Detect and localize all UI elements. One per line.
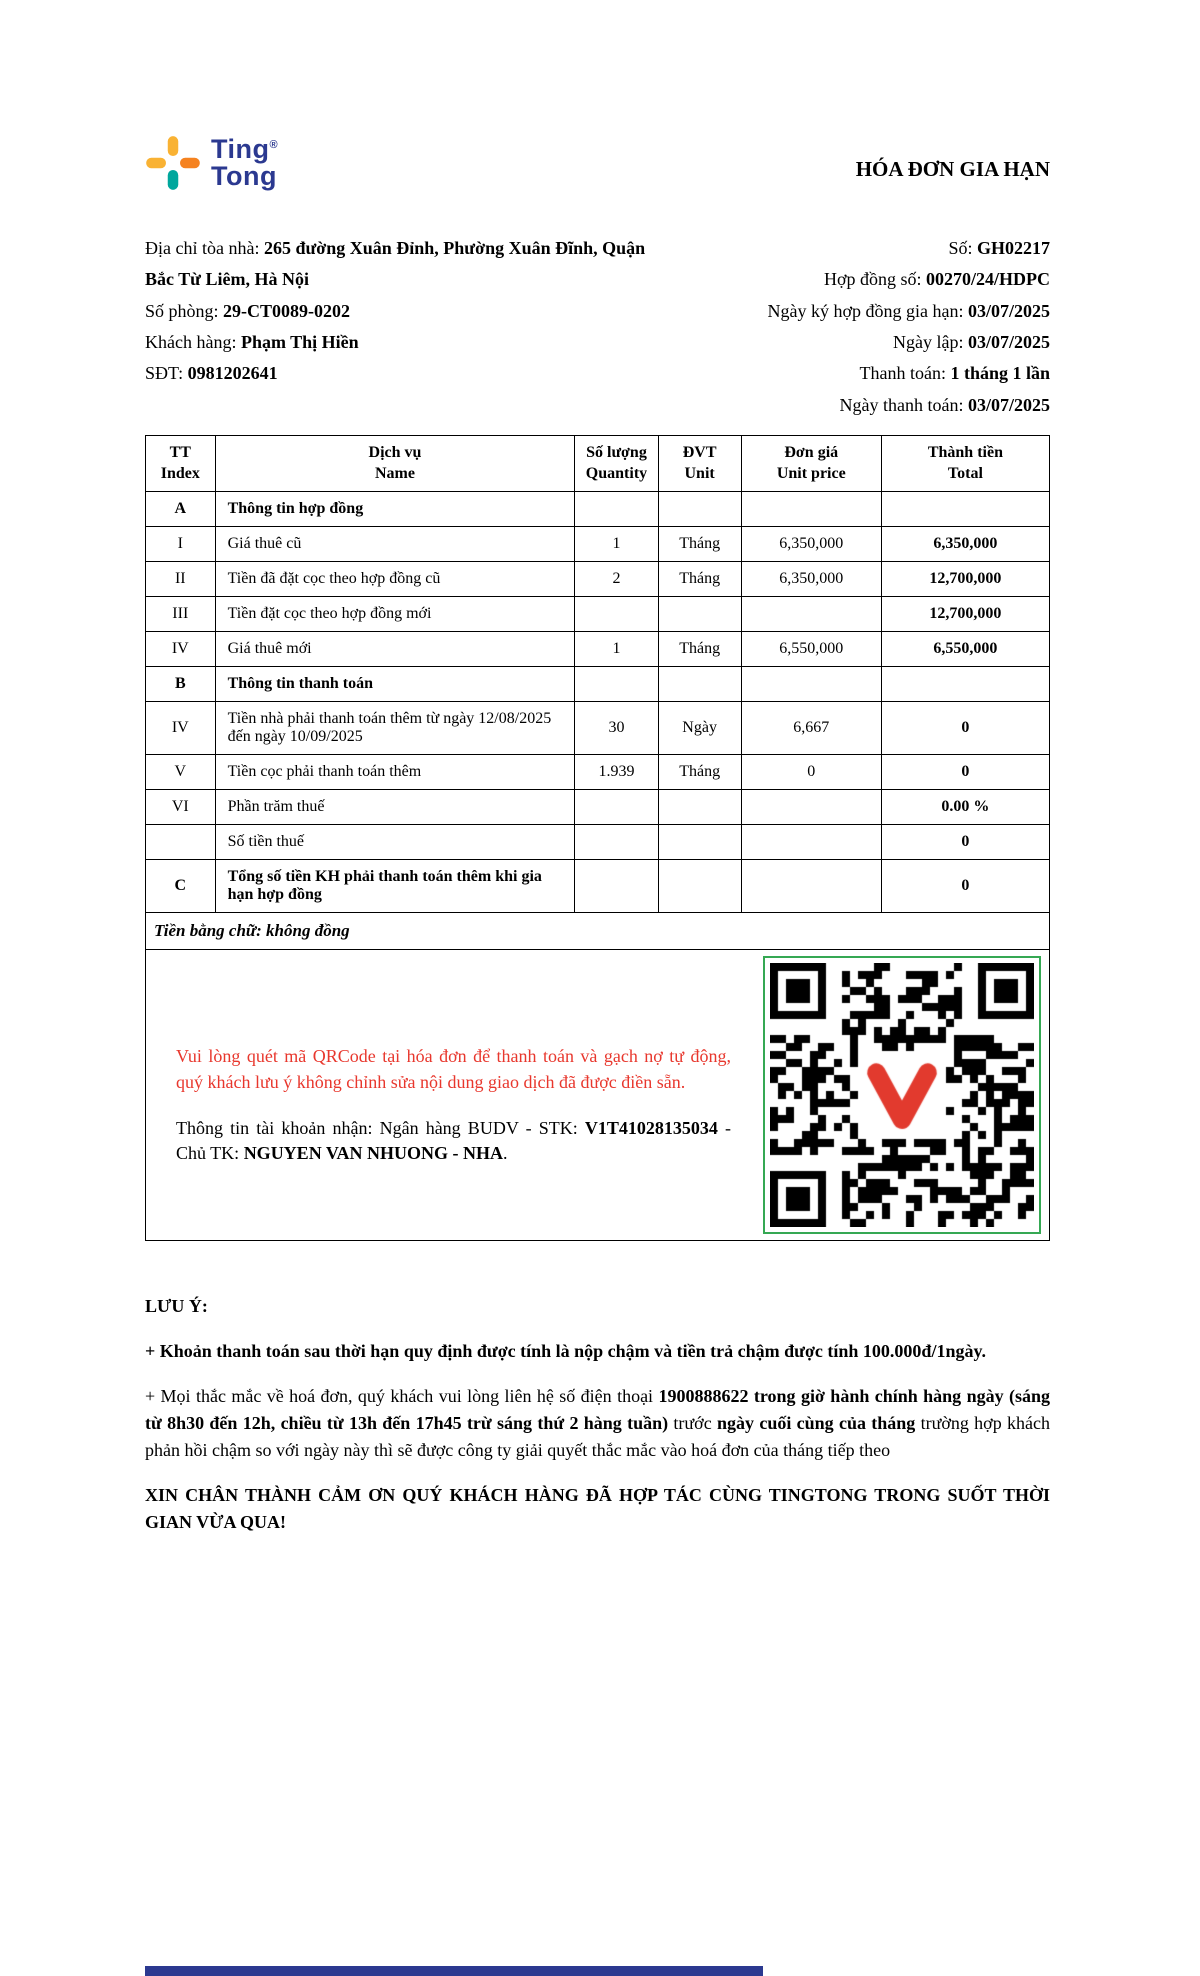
note-contact-deadline: ngày cuối cùng của tháng: [717, 1413, 916, 1434]
contract-number-label: Hợp đồng số:: [823, 269, 926, 290]
cell-unit-price: 6,350,000: [741, 527, 881, 562]
payment-date-line: [652, 390, 1050, 421]
tingtong-logo: [145, 135, 278, 191]
invoice-number-line: [652, 233, 1050, 264]
registered-mark: ®: [269, 139, 279, 151]
address-value: 265 đường Xuân Đỉnh, Phường Xuân Đĩnh, Quận Bắc Từ Liêm, Hà Nội: [145, 238, 646, 290]
cell-quantity: 30: [575, 702, 658, 755]
header-quantity: Số lượng Quantity: [575, 435, 658, 492]
header-total: Thành tiền Total: [881, 435, 1049, 492]
payment-frequency-value: 1 tháng 1 lần: [950, 363, 1050, 384]
cell-quantity: [575, 667, 658, 702]
cell-unit-price: [741, 825, 881, 860]
cell-total: 0: [881, 702, 1049, 755]
cell-service-name: Phần trăm thuế: [215, 790, 575, 825]
footer-decoration-bar: [145, 1966, 763, 1976]
cell-total: [881, 492, 1049, 527]
cell-index: VI: [146, 790, 216, 825]
phone-line: [145, 358, 652, 389]
cell-total: 6,350,000: [881, 527, 1049, 562]
account-number: V1T41028135034: [584, 1117, 718, 1138]
note-contact-part3: trước: [668, 1413, 718, 1434]
cell-unit: [658, 597, 741, 632]
document-title: HÓA ĐƠN GIA HẠN: [855, 157, 1050, 181]
address-line: [145, 233, 652, 296]
cell-total: [881, 667, 1049, 702]
header-unit: ĐVT Unit: [658, 435, 741, 492]
cell-index: A: [146, 492, 216, 527]
payment-qr-section: [145, 949, 1050, 1241]
issue-date-value: 03/07/2025: [967, 331, 1050, 352]
cell-total: 12,700,000: [881, 562, 1049, 597]
cell-index: B: [146, 667, 216, 702]
room-label: Số phòng:: [145, 300, 224, 321]
phone-value: 0981202641: [187, 363, 278, 384]
table-row: [146, 632, 1050, 667]
payment-date-value: 03/07/2025: [967, 394, 1050, 415]
cell-index: II: [146, 562, 216, 597]
cell-index: [146, 825, 216, 860]
logo-line-2: Tong: [211, 161, 277, 191]
cell-service-name: Tiền đã đặt cọc theo hợp đồng cũ: [215, 562, 575, 597]
cell-quantity: [575, 860, 658, 913]
cell-index: C: [146, 860, 216, 913]
cell-index: I: [146, 527, 216, 562]
renewal-sign-date-line: [652, 296, 1050, 327]
table-row: [146, 597, 1050, 632]
cell-quantity: 2: [575, 562, 658, 597]
room-line: [145, 296, 652, 327]
amount-in-words-row: [146, 913, 1050, 950]
cell-service-name: Giá thuê cũ: [215, 527, 575, 562]
cell-quantity: [575, 597, 658, 632]
cell-unit: Tháng: [658, 562, 741, 597]
cell-index: III: [146, 597, 216, 632]
room-value: 29-CT0089-0202: [223, 300, 351, 321]
thanks-message: XIN CHÂN THÀNH CẢM ƠN QUÝ KHÁCH HÀNG ĐÃ HỢP TÁC CÙNG TINGTONG TRONG SUỐT THỜI GIAN VỪA QUA!: [145, 1485, 1050, 1533]
invoice-table-body: [146, 492, 1050, 913]
issue-date-label: Ngày lập:: [893, 331, 968, 352]
table-row: [146, 527, 1050, 562]
table-row: [146, 755, 1050, 790]
table-row: [146, 667, 1050, 702]
cell-total: 0: [881, 860, 1049, 913]
cell-unit-price: 0: [741, 755, 881, 790]
cell-unit: [658, 667, 741, 702]
cell-quantity: [575, 790, 658, 825]
info-section: [145, 233, 1050, 421]
cell-quantity: 1: [575, 527, 658, 562]
cell-service-name: Giá thuê mới: [215, 632, 575, 667]
cell-unit-price: [741, 597, 881, 632]
invoice-table: [145, 435, 1050, 951]
info-right: [652, 233, 1050, 421]
cell-total: 12,700,000: [881, 597, 1049, 632]
cell-service-name: Thông tin thanh toán: [215, 667, 575, 702]
cell-unit-price: 6,550,000: [741, 632, 881, 667]
customer-label: Khách hàng:: [145, 331, 241, 352]
qr-code-frame: [763, 956, 1041, 1234]
cell-total: 6,550,000: [881, 632, 1049, 667]
qr-warning-text: Vui lòng quét mã QRCode tại hóa đơn để thanh toán và gạch nợ tự động, quý khách lưu ý không chỉnh sửa nội dung giao dịch đã được điền sẵn.: [176, 1046, 731, 1093]
cell-service-name: Tiền nhà phải thanh toán thêm từ ngày 12/08/2025 đến ngày 10/09/2025: [215, 702, 575, 755]
contract-number-value: 00270/24/HDPC: [926, 269, 1050, 290]
note-contact-hotline: 1900888622 trong giờ hành chính hàng ngày (sáng từ 8h30 đến 12h, chiều từ 13h đến 17h45 trừ sáng thứ 2 hàng tuần): [145, 1386, 1051, 1434]
invoice-table-header: [146, 435, 1050, 492]
renewal-sign-date-label: Ngày ký hợp đồng gia hạn:: [767, 300, 968, 321]
cell-unit: [658, 492, 741, 527]
logo-line-1: [211, 136, 278, 163]
header-index: TT Index: [146, 435, 216, 492]
footer-notes: [145, 1293, 1050, 1536]
cell-unit: Tháng: [658, 632, 741, 667]
cell-unit-price: [741, 667, 881, 702]
cell-unit: Ngày: [658, 702, 741, 755]
renewal-sign-date-value: 03/07/2025: [967, 300, 1050, 321]
cell-total: 0.00 %: [881, 790, 1049, 825]
invoice-number-value: GH02217: [976, 238, 1050, 258]
cell-unit: [658, 790, 741, 825]
tingtong-logo-icon: [145, 135, 201, 191]
note-contact-part1: + Mọi thắc mắc về hoá đơn, quý khách vui lòng liên hệ số điện thoại: [145, 1386, 659, 1407]
phone-label: SĐT:: [145, 363, 188, 384]
payment-text-block: [146, 950, 763, 1240]
header: [145, 135, 1050, 191]
account-mid: - Chủ TK:: [176, 1117, 731, 1164]
cell-index: V: [146, 755, 216, 790]
cell-service-name: Tiền đặt cọc theo hợp đồng mới: [215, 597, 575, 632]
cell-unit-price: [741, 790, 881, 825]
issue-date-line: [652, 327, 1050, 358]
customer-line: [145, 327, 652, 358]
qr-code: [770, 963, 1034, 1227]
cell-unit: [658, 825, 741, 860]
cell-total: 0: [881, 755, 1049, 790]
header-service: Dịch vụ Name: [215, 435, 575, 492]
invoice-number-label: Số:: [948, 238, 977, 258]
cell-unit: Tháng: [658, 527, 741, 562]
cell-unit-price: 6,350,000: [741, 562, 881, 597]
cell-service-name: Thông tin hợp đồng: [215, 492, 575, 527]
table-row: [146, 860, 1050, 913]
account-info-text: [176, 1116, 731, 1167]
header-unit-price: Đơn giá Unit price: [741, 435, 881, 492]
account-holder: NGUYEN VAN NHUONG - NHA: [243, 1143, 504, 1164]
note-contact-part5: trường hợp khách phản hồi chậm so với ngày này thì sẽ được công ty giải quyết thắc mắc vào hoá đơn của tháng tiếp theo: [145, 1413, 1050, 1461]
cell-quantity: 1: [575, 632, 658, 667]
cell-unit-price: 6,667: [741, 702, 881, 755]
table-row: [146, 825, 1050, 860]
cell-quantity: [575, 825, 658, 860]
cell-total: 0: [881, 825, 1049, 860]
cell-service-name: Số tiền thuế: [215, 825, 575, 860]
payment-frequency-label: Thanh toán:: [859, 363, 951, 384]
amount-in-words-label: Tiền bằng chữ:: [154, 921, 267, 941]
note-late-payment: + Khoản thanh toán sau thời hạn quy định được tính là nộp chậm và tiền trả chậm được tính 100.000đ/1ngày.: [145, 1341, 986, 1362]
cell-unit-price: [741, 492, 881, 527]
logo-text: [211, 136, 278, 190]
info-left: [145, 233, 652, 421]
payment-date-label: Ngày thanh toán:: [839, 394, 968, 415]
logo-word-ting: Ting: [211, 134, 270, 164]
payment-frequency-line: [652, 358, 1050, 389]
table-row: [146, 562, 1050, 597]
cell-unit: [658, 860, 741, 913]
amount-in-words-value: không đồng: [266, 921, 350, 941]
table-row: [146, 492, 1050, 527]
note-title: LƯU Ý:: [145, 1296, 208, 1317]
cell-service-name: Tiền cọc phải thanh toán thêm: [215, 755, 575, 790]
amount-in-words: [146, 913, 1050, 950]
cell-quantity: 1.939: [575, 755, 658, 790]
cell-unit: Tháng: [658, 755, 741, 790]
cell-quantity: [575, 492, 658, 527]
table-row: [146, 702, 1050, 755]
contract-number-line: [652, 264, 1050, 295]
note-contact: [145, 1383, 1050, 1464]
table-row: [146, 790, 1050, 825]
customer-value: Phạm Thị Hiền: [240, 331, 359, 352]
cell-index: IV: [146, 632, 216, 667]
account-prefix: Thông tin tài khoản nhận: Ngân hàng BUDV - STK:: [176, 1117, 585, 1138]
cell-index: IV: [146, 702, 216, 755]
cell-service-name: Tổng số tiền KH phải thanh toán thêm khi gia hạn hợp đồng: [215, 860, 575, 913]
cell-unit-price: [741, 860, 881, 913]
address-label: Địa chỉ tòa nhà:: [145, 238, 264, 258]
account-suffix: .: [503, 1143, 508, 1164]
